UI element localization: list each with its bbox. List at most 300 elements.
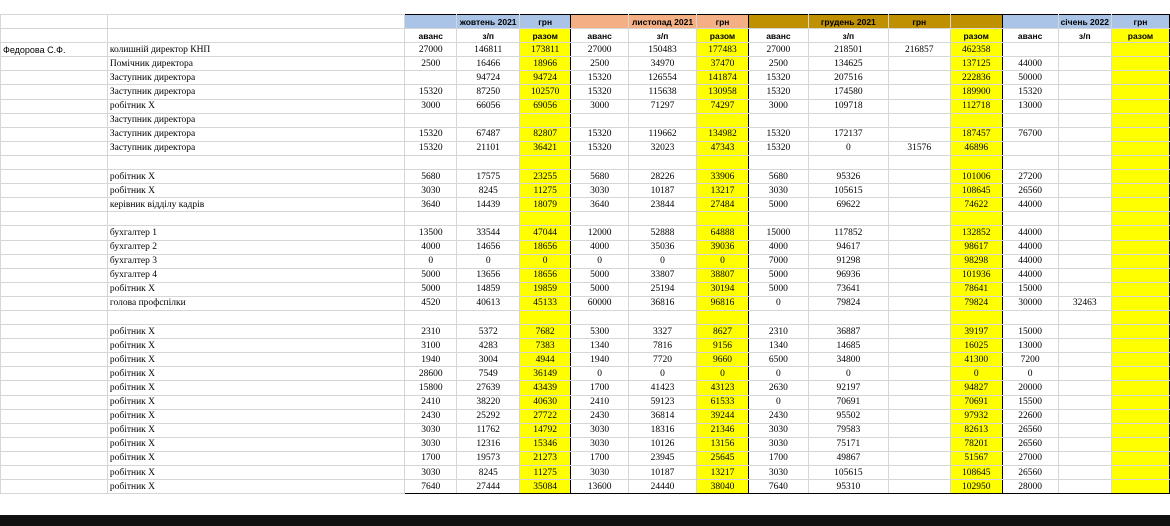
avans-cell: 2310 xyxy=(748,325,808,339)
position-cell: Заступник директора xyxy=(107,113,404,127)
avans-cell: 27000 xyxy=(748,43,808,57)
header-cell xyxy=(1002,15,1058,29)
table-row xyxy=(1,254,1170,268)
razom-cell: 108645 xyxy=(950,184,1002,198)
razom-cell: 36421 xyxy=(520,141,571,155)
avans-cell: 4520 xyxy=(405,296,457,310)
table-row xyxy=(1,282,1170,296)
zp-cell: 66056 xyxy=(457,99,520,113)
zp-cell xyxy=(1058,423,1111,437)
table-row xyxy=(1,184,1170,198)
avans-cell: 22600 xyxy=(1002,409,1058,423)
extra-cell xyxy=(888,409,950,423)
razom-cell xyxy=(1111,339,1169,353)
razom-cell: 101006 xyxy=(950,170,1002,184)
position-cell: робітник Х xyxy=(107,381,404,395)
employee-name xyxy=(1,254,108,268)
razom-cell: 132852 xyxy=(950,226,1002,240)
razom-cell: 0 xyxy=(697,254,749,268)
avans-cell: 2410 xyxy=(405,395,457,409)
employee-name xyxy=(1,99,108,113)
zp-cell: 96936 xyxy=(808,268,888,282)
razom-cell: 18966 xyxy=(520,57,571,71)
razom-cell xyxy=(1111,310,1169,324)
avans-cell: 76700 xyxy=(1002,127,1058,141)
employee-name xyxy=(1,451,108,465)
zp-cell: 7549 xyxy=(457,367,520,381)
employee-name xyxy=(1,339,108,353)
zp-cell xyxy=(1058,451,1111,465)
zp-cell: 105615 xyxy=(808,184,888,198)
avans-cell: 15000 xyxy=(1002,282,1058,296)
avans-cell: 2310 xyxy=(405,325,457,339)
razom-cell: 130958 xyxy=(697,85,749,99)
zp-cell: 8245 xyxy=(457,184,520,198)
employee-name xyxy=(1,296,108,310)
razom-cell xyxy=(1111,282,1169,296)
avans-cell: 5680 xyxy=(571,170,629,184)
avans-cell: 5000 xyxy=(571,268,629,282)
zp-cell: 69622 xyxy=(808,198,888,212)
header-cell xyxy=(888,29,950,43)
position-cell: робітник Х xyxy=(107,184,404,198)
employee-name xyxy=(1,381,108,395)
razom-cell xyxy=(1111,226,1169,240)
razom-cell: 101936 xyxy=(950,268,1002,282)
razom-cell xyxy=(1111,268,1169,282)
avans-cell: 3030 xyxy=(571,437,629,451)
extra-cell xyxy=(888,226,950,240)
avans-cell: 3000 xyxy=(748,99,808,113)
position-cell: робітник Х xyxy=(107,480,404,494)
avans-cell: 26560 xyxy=(1002,423,1058,437)
avans-cell: 15000 xyxy=(1002,325,1058,339)
extra-cell xyxy=(888,198,950,212)
avans-cell xyxy=(405,310,457,324)
avans-cell: 60000 xyxy=(571,296,629,310)
zp-cell: 12316 xyxy=(457,437,520,451)
avans-cell: 3030 xyxy=(571,184,629,198)
avans-cell: 7200 xyxy=(1002,353,1058,367)
avans-cell: 15320 xyxy=(1002,85,1058,99)
zp-cell xyxy=(1058,409,1111,423)
zp-cell: 94724 xyxy=(457,71,520,85)
zp-cell xyxy=(457,212,520,226)
position-cell: робітник Х xyxy=(107,282,404,296)
zp-cell: 119662 xyxy=(629,127,697,141)
avans-cell: 12000 xyxy=(571,226,629,240)
avans-cell: 15320 xyxy=(748,127,808,141)
zp-cell: 36814 xyxy=(629,409,697,423)
zp-cell: 115638 xyxy=(629,85,697,99)
avans-cell: 2430 xyxy=(405,409,457,423)
razom-cell xyxy=(1111,409,1169,423)
razom-cell: 112718 xyxy=(950,99,1002,113)
avans-cell: 44000 xyxy=(1002,268,1058,282)
razom-cell: 21273 xyxy=(520,451,571,465)
razom-cell xyxy=(1111,85,1169,99)
avans-cell: 4000 xyxy=(571,240,629,254)
employee-name xyxy=(1,282,108,296)
zp-cell xyxy=(808,212,888,226)
avans-cell: 5300 xyxy=(571,325,629,339)
avans-cell: 1340 xyxy=(748,339,808,353)
razom-cell xyxy=(1111,466,1169,480)
razom-cell: 64888 xyxy=(697,226,749,240)
razom-cell: 11275 xyxy=(520,184,571,198)
zp-cell: 109718 xyxy=(808,99,888,113)
avans-cell: 15320 xyxy=(405,127,457,141)
header-row-months xyxy=(1,15,1170,29)
avans-cell: 44000 xyxy=(1002,198,1058,212)
razom-cell: 35084 xyxy=(520,480,571,494)
zp-cell: 70691 xyxy=(808,395,888,409)
razom-cell: 51567 xyxy=(950,451,1002,465)
avans-cell: 3100 xyxy=(405,339,457,353)
extra-cell xyxy=(888,127,950,141)
razom-cell: 25645 xyxy=(697,451,749,465)
avans-cell: 15000 xyxy=(748,226,808,240)
avans-cell: 15800 xyxy=(405,381,457,395)
table-row xyxy=(1,437,1170,451)
zp-cell xyxy=(1058,325,1111,339)
extra-cell xyxy=(888,296,950,310)
currency-label: грн xyxy=(1111,15,1169,29)
avans-cell: 2500 xyxy=(405,57,457,71)
avans-cell: 5000 xyxy=(748,282,808,296)
razom-cell: 82807 xyxy=(520,127,571,141)
avans-cell: 1940 xyxy=(405,353,457,367)
razom-cell: 14792 xyxy=(520,423,571,437)
col-avans: аванс xyxy=(1002,29,1058,43)
zp-cell: 40613 xyxy=(457,296,520,310)
avans-cell: 3030 xyxy=(748,184,808,198)
razom-cell: 94724 xyxy=(520,71,571,85)
table-row xyxy=(1,57,1170,71)
avans-cell xyxy=(571,212,629,226)
avans-cell: 3030 xyxy=(571,466,629,480)
avans-cell xyxy=(1002,310,1058,324)
avans-cell: 3030 xyxy=(405,437,457,451)
razom-cell: 43439 xyxy=(520,381,571,395)
position-cell: робітник Х xyxy=(107,466,404,480)
razom-cell xyxy=(1111,113,1169,127)
avans-cell: 2630 xyxy=(748,381,808,395)
zp-cell xyxy=(457,310,520,324)
extra-cell xyxy=(888,268,950,282)
avans-cell xyxy=(748,155,808,169)
employee-name xyxy=(1,437,108,451)
employee-name xyxy=(1,170,108,184)
razom-cell: 13156 xyxy=(697,437,749,451)
avans-cell: 27200 xyxy=(1002,170,1058,184)
position-cell: керівник відділу кадрів xyxy=(107,198,404,212)
razom-cell xyxy=(1111,423,1169,437)
avans-cell xyxy=(405,71,457,85)
avans-cell xyxy=(1002,155,1058,169)
razom-cell xyxy=(950,113,1002,127)
position-cell xyxy=(107,155,404,169)
zp-cell: 117852 xyxy=(808,226,888,240)
avans-cell: 15320 xyxy=(748,85,808,99)
zp-cell xyxy=(1058,170,1111,184)
zp-cell: 146811 xyxy=(457,43,520,57)
zp-cell: 95502 xyxy=(808,409,888,423)
razom-cell: 79824 xyxy=(950,296,1002,310)
razom-cell xyxy=(1111,71,1169,85)
avans-cell: 3640 xyxy=(405,198,457,212)
zp-cell: 95310 xyxy=(808,480,888,494)
avans-cell: 1700 xyxy=(748,451,808,465)
extra-cell xyxy=(888,466,950,480)
col-zp: з/п xyxy=(629,29,697,43)
employee-name xyxy=(1,71,108,85)
zp-cell: 3327 xyxy=(629,325,697,339)
header-cell xyxy=(571,15,629,29)
employee-name xyxy=(1,423,108,437)
avans-cell: 0 xyxy=(748,367,808,381)
currency-label: грн xyxy=(520,15,571,29)
razom-cell xyxy=(950,155,1002,169)
avans-cell xyxy=(571,113,629,127)
avans-cell: 6500 xyxy=(748,353,808,367)
zp-cell: 10187 xyxy=(629,184,697,198)
employee-name xyxy=(1,127,108,141)
position-cell: робітник Х xyxy=(107,170,404,184)
razom-cell: 27722 xyxy=(520,409,571,423)
avans-cell xyxy=(748,310,808,324)
avans-cell: 0 xyxy=(748,395,808,409)
razom-cell: 39244 xyxy=(697,409,749,423)
window-bottom-edge xyxy=(0,515,1170,526)
razom-cell: 189900 xyxy=(950,85,1002,99)
zp-cell: 4283 xyxy=(457,339,520,353)
month-dec-2021: грудень 2021 xyxy=(808,15,888,29)
avans-cell: 26560 xyxy=(1002,184,1058,198)
avans-cell: 3030 xyxy=(405,466,457,480)
zp-cell xyxy=(457,155,520,169)
avans-cell xyxy=(405,113,457,127)
avans-cell: 15320 xyxy=(571,141,629,155)
table-row xyxy=(1,212,1170,226)
zp-cell: 38220 xyxy=(457,395,520,409)
zp-cell: 218501 xyxy=(808,43,888,57)
razom-cell: 18079 xyxy=(520,198,571,212)
razom-cell: 47044 xyxy=(520,226,571,240)
razom-cell: 8627 xyxy=(697,325,749,339)
razom-cell: 21346 xyxy=(697,423,749,437)
table-row xyxy=(1,170,1170,184)
razom-cell: 69056 xyxy=(520,99,571,113)
extra-cell xyxy=(888,113,950,127)
razom-cell: 462358 xyxy=(950,43,1002,57)
zp-cell: 105615 xyxy=(808,466,888,480)
table-row xyxy=(1,310,1170,324)
avans-cell: 13000 xyxy=(1002,339,1058,353)
zp-cell xyxy=(1058,437,1111,451)
razom-cell: 0 xyxy=(950,367,1002,381)
employee-name xyxy=(1,325,108,339)
zp-cell: 7816 xyxy=(629,339,697,353)
table-row xyxy=(1,155,1170,169)
razom-cell: 36149 xyxy=(520,367,571,381)
employee-name xyxy=(1,198,108,212)
zp-cell xyxy=(1058,268,1111,282)
col-avans: аванс xyxy=(748,29,808,43)
avans-cell: 3030 xyxy=(748,423,808,437)
zp-cell xyxy=(629,155,697,169)
razom-cell: 30194 xyxy=(697,282,749,296)
razom-cell: 33906 xyxy=(697,170,749,184)
zp-cell: 34800 xyxy=(808,353,888,367)
table-row xyxy=(1,71,1170,85)
avans-cell xyxy=(571,155,629,169)
zp-cell: 18316 xyxy=(629,423,697,437)
avans-cell: 15320 xyxy=(571,127,629,141)
razom-cell: 98617 xyxy=(950,240,1002,254)
zp-cell: 21101 xyxy=(457,141,520,155)
zp-cell: 33807 xyxy=(629,268,697,282)
position-cell: голова профспілки xyxy=(107,296,404,310)
zp-cell: 34970 xyxy=(629,57,697,71)
position-cell: бухгалтер 4 xyxy=(107,268,404,282)
avans-cell: 13000 xyxy=(1002,99,1058,113)
zp-cell: 23844 xyxy=(629,198,697,212)
razom-cell: 102950 xyxy=(950,480,1002,494)
table-row xyxy=(1,99,1170,113)
razom-cell: 97932 xyxy=(950,409,1002,423)
avans-cell: 1700 xyxy=(571,381,629,395)
avans-cell: 15320 xyxy=(405,141,457,155)
zp-cell xyxy=(808,113,888,127)
zp-cell xyxy=(1058,141,1111,155)
header-cell xyxy=(405,15,457,29)
zp-cell: 10187 xyxy=(629,466,697,480)
razom-cell: 9660 xyxy=(697,353,749,367)
position-cell: робітник Х xyxy=(107,451,404,465)
month-nov-2021: листопад 2021 xyxy=(629,15,697,29)
avans-cell: 3030 xyxy=(748,437,808,451)
col-razom: разом xyxy=(697,29,749,43)
avans-cell: 2410 xyxy=(571,395,629,409)
employee-name xyxy=(1,240,108,254)
razom-cell: 38807 xyxy=(697,268,749,282)
extra-cell xyxy=(888,339,950,353)
zp-cell xyxy=(629,113,697,127)
table-row xyxy=(1,381,1170,395)
avans-cell: 5000 xyxy=(405,282,457,296)
zp-cell xyxy=(1058,310,1111,324)
header-cell xyxy=(950,15,1002,29)
month-oct-2021: жовтень 2021 xyxy=(457,15,520,29)
avans-cell: 3030 xyxy=(748,466,808,480)
table-row xyxy=(1,113,1170,127)
zp-cell: 91298 xyxy=(808,254,888,268)
avans-cell: 5000 xyxy=(405,268,457,282)
table-row xyxy=(1,325,1170,339)
avans-cell: 1940 xyxy=(571,353,629,367)
avans-cell: 3030 xyxy=(405,184,457,198)
employee-name xyxy=(1,113,108,127)
extra-cell xyxy=(888,451,950,465)
avans-cell: 13600 xyxy=(571,480,629,494)
col-zp: з/п xyxy=(808,29,888,43)
razom-cell: 141874 xyxy=(697,71,749,85)
zp-cell: 35036 xyxy=(629,240,697,254)
extra-cell xyxy=(888,381,950,395)
position-cell: робітник Х xyxy=(107,395,404,409)
razom-cell: 39036 xyxy=(697,240,749,254)
razom-cell xyxy=(697,155,749,169)
razom-cell xyxy=(1111,240,1169,254)
avans-cell: 0 xyxy=(571,254,629,268)
avans-cell: 28000 xyxy=(1002,480,1058,494)
razom-cell: 0 xyxy=(697,367,749,381)
avans-cell: 26560 xyxy=(1002,466,1058,480)
zp-cell: 0 xyxy=(808,367,888,381)
zp-cell: 59123 xyxy=(629,395,697,409)
zp-cell: 19573 xyxy=(457,451,520,465)
position-cell: Заступник директора xyxy=(107,141,404,155)
razom-cell xyxy=(1111,57,1169,71)
table-row xyxy=(1,198,1170,212)
razom-cell: 37470 xyxy=(697,57,749,71)
avans-cell: 15320 xyxy=(748,71,808,85)
zp-cell xyxy=(1058,184,1111,198)
razom-cell: 137125 xyxy=(950,57,1002,71)
razom-cell xyxy=(1111,437,1169,451)
avans-cell: 5680 xyxy=(748,170,808,184)
razom-cell: 15346 xyxy=(520,437,571,451)
position-cell: Помічник директора xyxy=(107,57,404,71)
avans-cell: 3030 xyxy=(405,423,457,437)
avans-cell: 15320 xyxy=(405,85,457,99)
table-row xyxy=(1,268,1170,282)
table-row xyxy=(1,451,1170,465)
zp-cell: 36816 xyxy=(629,296,697,310)
razom-cell xyxy=(1111,353,1169,367)
razom-cell: 7682 xyxy=(520,325,571,339)
avans-cell xyxy=(571,310,629,324)
employee-name xyxy=(1,184,108,198)
header-blank xyxy=(1,15,108,29)
col-avans: аванс xyxy=(571,29,629,43)
avans-cell: 13500 xyxy=(405,226,457,240)
avans-cell xyxy=(1002,43,1058,57)
extra-cell xyxy=(888,353,950,367)
razom-cell xyxy=(1111,141,1169,155)
razom-cell: 11275 xyxy=(520,466,571,480)
extra-cell xyxy=(888,57,950,71)
zp-cell xyxy=(1058,367,1111,381)
zp-cell xyxy=(1058,127,1111,141)
zp-cell: 33544 xyxy=(457,226,520,240)
col-zp: з/п xyxy=(1058,29,1111,43)
table-row xyxy=(1,395,1170,409)
zp-cell: 3004 xyxy=(457,353,520,367)
zp-cell: 10126 xyxy=(629,437,697,451)
avans-cell: 3640 xyxy=(571,198,629,212)
razom-cell: 13217 xyxy=(697,184,749,198)
position-cell: робітник Х xyxy=(107,367,404,381)
avans-cell: 1700 xyxy=(571,451,629,465)
razom-cell xyxy=(697,212,749,226)
table-row xyxy=(1,226,1170,240)
zp-cell: 0 xyxy=(629,367,697,381)
extra-cell xyxy=(888,212,950,226)
razom-cell: 74297 xyxy=(697,99,749,113)
zp-cell xyxy=(1058,99,1111,113)
